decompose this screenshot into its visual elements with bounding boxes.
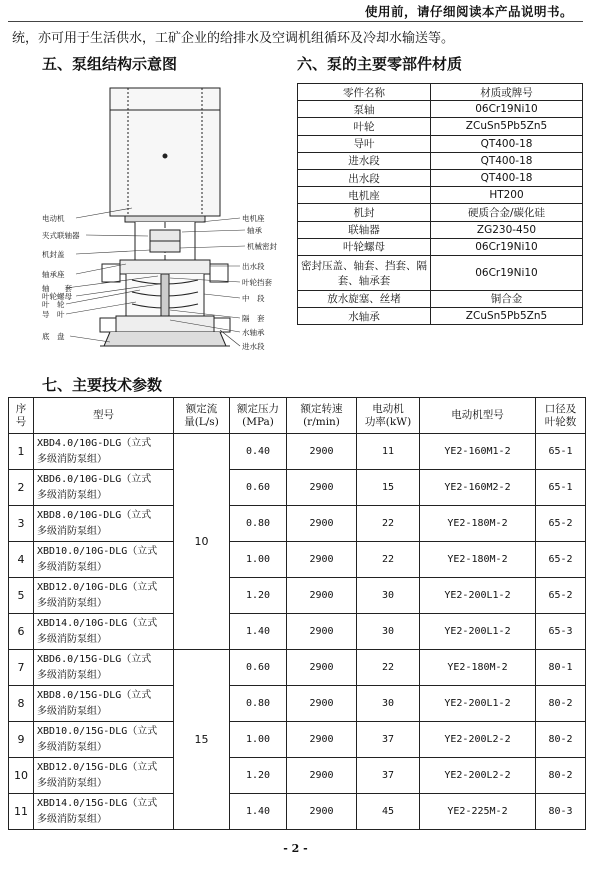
flow-group-15: 15 bbox=[174, 650, 230, 830]
row-motor-model: YE2-160M2-2 bbox=[420, 470, 536, 506]
row-motor-model: YE2-160M1-2 bbox=[420, 434, 536, 470]
row-pressure: 0.80 bbox=[230, 506, 287, 542]
table-row bbox=[298, 169, 583, 186]
part-name: 联轴器 bbox=[298, 221, 431, 238]
row-power: 11 bbox=[357, 434, 420, 470]
material: 铜合金 bbox=[431, 290, 583, 307]
row-outlet: 80-2 bbox=[536, 722, 586, 758]
part-name: 机封 bbox=[298, 204, 431, 221]
row-no: 6 bbox=[9, 614, 34, 650]
material: QT400-18 bbox=[431, 152, 583, 169]
row-model: XBD4.0/10G-DLG（立式 多级消防泵组） bbox=[34, 434, 174, 470]
label-bearing-seat: 轴承座 bbox=[42, 270, 65, 279]
row-no: 2 bbox=[9, 470, 34, 506]
table-row bbox=[9, 686, 586, 722]
page-number: - 2 - bbox=[283, 842, 308, 855]
row-outlet: 65-1 bbox=[536, 470, 586, 506]
label-motor-seat: 电机座 bbox=[242, 214, 265, 223]
row-motor-model: YE2-200L1-2 bbox=[420, 614, 536, 650]
header-part-name: 零件名称 bbox=[298, 84, 431, 101]
row-pressure: 1.40 bbox=[230, 614, 287, 650]
table-row bbox=[298, 187, 583, 204]
row-power: 22 bbox=[357, 506, 420, 542]
table-row bbox=[9, 794, 586, 830]
material: 06Cr19Ni10 bbox=[431, 238, 583, 255]
table-row bbox=[9, 542, 586, 578]
intro-text: 统，亦可用于生活供水，工矿企业的给排水及空调机组循环及冷却水输送等。 bbox=[12, 31, 455, 46]
label-bearing: 轴承 bbox=[247, 226, 262, 235]
table-row bbox=[9, 722, 586, 758]
table-row bbox=[298, 152, 583, 169]
label-guide-vane: 导 叶 bbox=[42, 310, 65, 319]
material: 06Cr19Ni10 bbox=[431, 255, 583, 290]
material: QT400-18 bbox=[431, 169, 583, 186]
part-name: 密封压盖、轴套、挡套、隔套、轴承套 bbox=[298, 255, 431, 290]
part-name: 电机座 bbox=[298, 187, 431, 204]
section5-title: 五、泵组结构示意图 bbox=[42, 55, 178, 73]
row-no: 9 bbox=[9, 722, 34, 758]
row-speed: 2900 bbox=[287, 722, 357, 758]
table-row bbox=[9, 470, 586, 506]
part-name: 叶轮 bbox=[298, 118, 431, 135]
material: 硬质合金/碳化硅 bbox=[431, 204, 583, 221]
row-speed: 2900 bbox=[287, 650, 357, 686]
row-speed: 2900 bbox=[287, 686, 357, 722]
row-motor-model: YE2-200L2-2 bbox=[420, 722, 536, 758]
part-name: 水轴承 bbox=[298, 308, 431, 325]
header-material: 材质或牌号 bbox=[431, 84, 583, 101]
row-model: XBD14.0/15G-DLG（立式 多级消防泵组） bbox=[34, 794, 174, 830]
row-power: 30 bbox=[357, 578, 420, 614]
header-power: 电动机 功率(kW) bbox=[357, 398, 420, 434]
row-motor-model: YE2-180M-2 bbox=[420, 650, 536, 686]
flow-group-10: 10 bbox=[174, 434, 230, 650]
label-impeller-nut: 叶轮螺母 bbox=[42, 292, 72, 301]
header-flow: 额定流 量(L/s) bbox=[174, 398, 230, 434]
row-pressure: 0.80 bbox=[230, 686, 287, 722]
row-motor-model: YE2-200L1-2 bbox=[420, 578, 536, 614]
row-pressure: 0.60 bbox=[230, 470, 287, 506]
table-row bbox=[9, 578, 586, 614]
label-outlet-section: 出水段 bbox=[242, 262, 265, 271]
label-seal-cover: 机封盖 bbox=[42, 250, 65, 259]
row-pressure: 0.60 bbox=[230, 650, 287, 686]
row-no: 1 bbox=[9, 434, 34, 470]
label-impeller-stop: 叶轮挡套 bbox=[242, 278, 272, 287]
material: HT200 bbox=[431, 187, 583, 204]
part-name: 导叶 bbox=[298, 135, 431, 152]
row-speed: 2900 bbox=[287, 758, 357, 794]
table-row bbox=[298, 255, 583, 290]
diagram-labels-left bbox=[42, 213, 80, 341]
table-row bbox=[298, 118, 583, 135]
table-row bbox=[298, 135, 583, 152]
row-pressure: 1.40 bbox=[230, 794, 287, 830]
table-row bbox=[9, 434, 586, 470]
row-model: XBD10.0/15G-DLG（立式 多级消防泵组） bbox=[34, 722, 174, 758]
part-name: 放水旋塞、丝堵 bbox=[298, 290, 431, 307]
label-coupling: 夹式联轴器 bbox=[42, 231, 80, 240]
row-motor-model: YE2-180M-2 bbox=[420, 506, 536, 542]
pump-structure-diagram bbox=[40, 80, 290, 370]
row-motor-model: YE2-200L2-2 bbox=[420, 758, 536, 794]
row-no: 10 bbox=[9, 758, 34, 794]
header-pressure: 额定压力 (MPa) bbox=[230, 398, 287, 434]
row-motor-model: YE2-180M-2 bbox=[420, 542, 536, 578]
row-outlet: 65-1 bbox=[536, 434, 586, 470]
row-outlet: 65-2 bbox=[536, 506, 586, 542]
row-no: 11 bbox=[9, 794, 34, 830]
row-no: 5 bbox=[9, 578, 34, 614]
material: 06Cr19Ni10 bbox=[431, 101, 583, 118]
section7-title: 七、主要技术参数 bbox=[42, 376, 163, 394]
row-no: 7 bbox=[9, 650, 34, 686]
table-row bbox=[298, 308, 583, 325]
row-model: XBD12.0/10G-DLG（立式 多级消防泵组） bbox=[34, 578, 174, 614]
row-no: 3 bbox=[9, 506, 34, 542]
table-row bbox=[9, 650, 586, 686]
header-speed: 额定转速 (r/min) bbox=[287, 398, 357, 434]
table-row bbox=[298, 290, 583, 307]
row-motor-model: YE2-200L1-2 bbox=[420, 686, 536, 722]
row-outlet: 80-1 bbox=[536, 650, 586, 686]
row-pressure: 1.20 bbox=[230, 578, 287, 614]
row-model: XBD10.0/10G-DLG（立式 多级消防泵组） bbox=[34, 542, 174, 578]
row-model: XBD14.0/10G-DLG（立式 多级消防泵组） bbox=[34, 614, 174, 650]
row-speed: 2900 bbox=[287, 578, 357, 614]
row-power: 15 bbox=[357, 470, 420, 506]
row-model: XBD8.0/10G-DLG（立式 多级消防泵组） bbox=[34, 506, 174, 542]
row-outlet: 65-2 bbox=[536, 542, 586, 578]
header-no: 序 号 bbox=[9, 398, 34, 434]
row-power: 37 bbox=[357, 722, 420, 758]
diagram-labels-right bbox=[242, 213, 277, 351]
label-water-bearing: 水轴承 bbox=[242, 328, 265, 337]
row-model: XBD12.0/15G-DLG（立式 多级消防泵组） bbox=[34, 758, 174, 794]
row-power: 37 bbox=[357, 758, 420, 794]
header-outlet: 口径及 叶轮数 bbox=[536, 398, 586, 434]
row-no: 4 bbox=[9, 542, 34, 578]
row-speed: 2900 bbox=[287, 506, 357, 542]
part-name: 出水段 bbox=[298, 169, 431, 186]
table-row bbox=[298, 101, 583, 118]
row-speed: 2900 bbox=[287, 542, 357, 578]
material: ZCuSn5Pb5Zn5 bbox=[431, 118, 583, 135]
table-row bbox=[298, 238, 583, 255]
row-outlet: 80-3 bbox=[536, 794, 586, 830]
row-power: 45 bbox=[357, 794, 420, 830]
row-pressure: 1.00 bbox=[230, 722, 287, 758]
materials-table bbox=[297, 83, 583, 325]
header-rule bbox=[8, 21, 583, 22]
row-outlet: 65-3 bbox=[536, 614, 586, 650]
row-speed: 2900 bbox=[287, 794, 357, 830]
row-model: XBD8.0/15G-DLG（立式 多级消防泵组） bbox=[34, 686, 174, 722]
row-pressure: 1.20 bbox=[230, 758, 287, 794]
label-inlet-section: 进水段 bbox=[242, 342, 265, 351]
table-row bbox=[9, 506, 586, 542]
table-row bbox=[298, 221, 583, 238]
row-outlet: 80-2 bbox=[536, 686, 586, 722]
row-model: XBD6.0/15G-DLG（立式 多级消防泵组） bbox=[34, 650, 174, 686]
row-speed: 2900 bbox=[287, 470, 357, 506]
table-header-row bbox=[9, 398, 586, 434]
row-outlet: 80-2 bbox=[536, 758, 586, 794]
label-mechanical-seal: 机械密封 bbox=[247, 242, 277, 251]
row-speed: 2900 bbox=[287, 614, 357, 650]
row-motor-model: YE2-225M-2 bbox=[420, 794, 536, 830]
part-name: 泵轴 bbox=[298, 101, 431, 118]
table-row bbox=[9, 758, 586, 794]
section6-title: 六、泵的主要零部件材质 bbox=[297, 55, 463, 73]
spec-table bbox=[8, 397, 586, 830]
pump-drawing bbox=[100, 88, 230, 346]
part-name: 进水段 bbox=[298, 152, 431, 169]
header-note: 使用前，请仔细阅读本产品说明书。 bbox=[364, 4, 573, 19]
label-impeller: 叶 轮 bbox=[42, 300, 65, 309]
row-outlet: 65-2 bbox=[536, 578, 586, 614]
row-power: 22 bbox=[357, 542, 420, 578]
part-name: 叶轮螺母 bbox=[298, 238, 431, 255]
material: QT400-18 bbox=[431, 135, 583, 152]
material: ZG230-450 bbox=[431, 221, 583, 238]
row-model: XBD6.0/10G-DLG（立式 多级消防泵组） bbox=[34, 470, 174, 506]
table-row bbox=[298, 204, 583, 221]
row-power: 22 bbox=[357, 650, 420, 686]
row-speed: 2900 bbox=[287, 434, 357, 470]
material: ZCuSn5Pb5Zn5 bbox=[431, 308, 583, 325]
row-no: 8 bbox=[9, 686, 34, 722]
table-header-row bbox=[298, 84, 583, 101]
row-power: 30 bbox=[357, 686, 420, 722]
row-power: 30 bbox=[357, 614, 420, 650]
header-model: 型号 bbox=[34, 398, 174, 434]
label-motor: 电动机 bbox=[42, 214, 65, 223]
header-motor-model: 电动机型号 bbox=[420, 398, 536, 434]
label-middle-section: 中 段 bbox=[242, 294, 265, 303]
table-row bbox=[9, 614, 586, 650]
label-base: 底 盘 bbox=[42, 332, 65, 341]
row-pressure: 0.40 bbox=[230, 434, 287, 470]
label-spacer: 隔 套 bbox=[242, 314, 265, 323]
label-sleeve: 轴 套 bbox=[42, 284, 72, 293]
row-pressure: 1.00 bbox=[230, 542, 287, 578]
